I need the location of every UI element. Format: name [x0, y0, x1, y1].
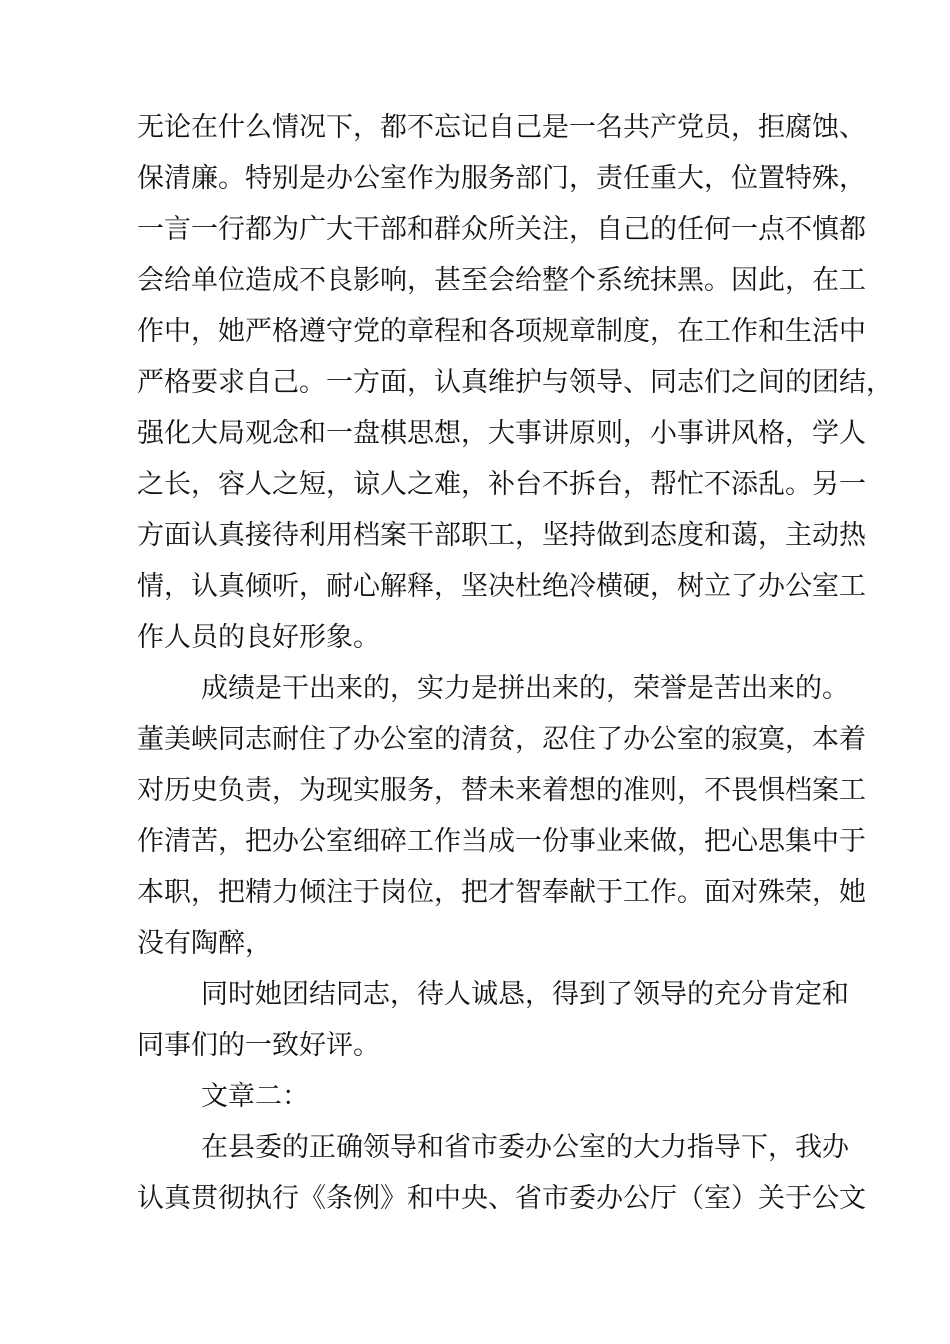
- text-line: 认真贯彻执行《条例》和中央、省市委办公厅（室）关于公文: [137, 1183, 866, 1214]
- paragraph-4: [137, 1122, 866, 1224]
- text-line: 严格要求自己。一方面，认真维护与领导、同志们之间的团结，: [137, 367, 893, 398]
- text-line: 同事们的一致好评。: [137, 1030, 380, 1061]
- text-line: 对历史负责，为现实服务，替未来着想的准则，不畏惧档案工: [137, 775, 866, 806]
- heading-line: 文章二：: [201, 1081, 309, 1112]
- text-line: 没有陶醉，: [137, 928, 272, 959]
- text-line: 之长，容人之短，谅人之难，补台不拆台，帮忙不添乱。另一: [137, 469, 866, 500]
- paragraph-2: [137, 663, 866, 969]
- text-line: 作人员的良好形象。: [137, 622, 380, 653]
- text-line: 作中，她严格遵守党的章程和各项规章制度，在工作和生活中: [137, 316, 866, 347]
- paragraph-3: [137, 969, 849, 1071]
- text-line: 方面认真接待利用档案干部职工，坚持做到态度和蔼，主动热: [137, 520, 866, 551]
- text-line: 无论在什么情况下，都不忘记自己是一名共产党员，拒腐蚀、: [137, 112, 866, 143]
- article-2-heading: [137, 1071, 837, 1122]
- text-line: 作清苦，把办公室细碎工作当成一份事业来做，把心思集中于: [137, 826, 866, 857]
- text-line: 董美峡同志耐住了办公室的清贫，忍住了办公室的寂寞，本着: [137, 724, 866, 755]
- paragraph-1: [137, 102, 893, 663]
- text-line: 会给单位造成不良影响，甚至会给整个系统抹黑。因此，在工: [137, 265, 866, 296]
- text-line: 一言一行都为广大干部和群众所关注，自己的任何一点不慎都: [137, 214, 866, 245]
- text-line: 情，认真倾听，耐心解释，坚决杜绝冷横硬，树立了办公室工: [137, 571, 866, 602]
- text-line: 保清廉。特别是办公室作为服务部门，责任重大，位置特殊，: [137, 163, 866, 194]
- text-line: 本职，把精力倾注于岗位，把才智奉献于工作。面对殊荣，她: [137, 877, 866, 908]
- text-line: 强化大局观念和一盘棋思想，大事讲原则，小事讲风格，学人: [137, 418, 866, 449]
- text-line: 在县委的正确领导和省市委办公室的大力指导下，我办: [201, 1132, 849, 1163]
- text-line: 成绩是干出来的，实力是拼出来的，荣誉是苦出来的。: [201, 673, 849, 704]
- text-line: 同时她团结同志，待人诚恳，得到了领导的充分肯定和: [201, 979, 849, 1010]
- document-body: [137, 102, 893, 1224]
